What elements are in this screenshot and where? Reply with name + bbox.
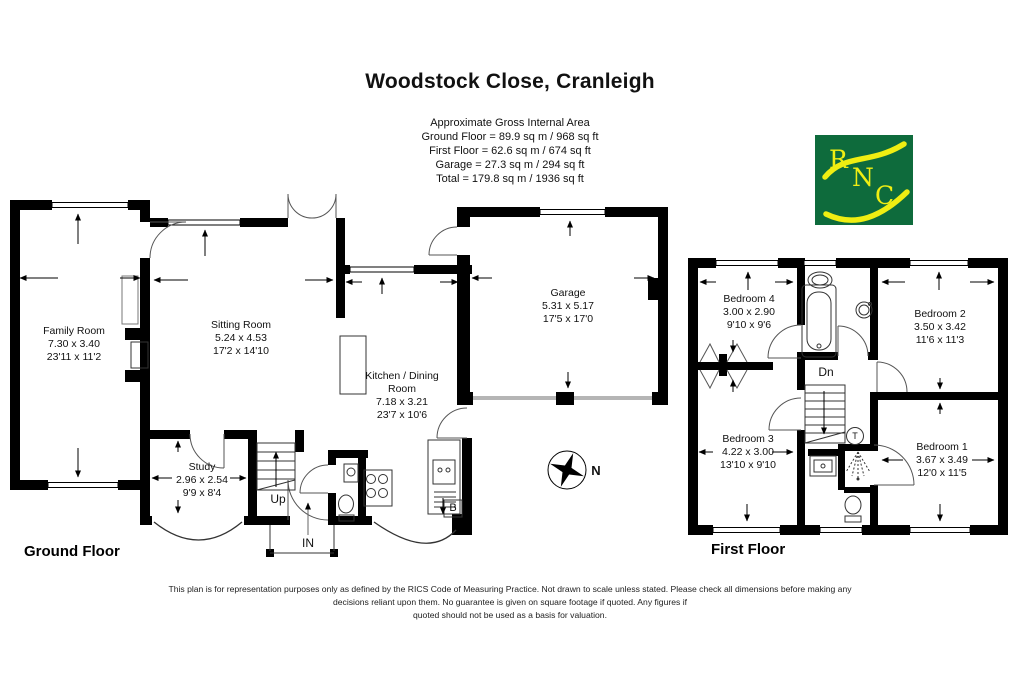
- area-ground-floor: Ground Floor = 89.9 sq m / 968 sq ft: [421, 131, 599, 143]
- room-label-bedroom3: Bedroom 3 4.22 x 3.00 13'10 x 9'10: [720, 433, 776, 471]
- compass-north-label: N: [591, 463, 601, 478]
- first-floor-fixtures: [802, 272, 872, 522]
- room-label-kitchen: Kitchen / Dining Room 7.18 x 3.21 23'7 x 10'6: [365, 370, 439, 421]
- entrance-in-label: IN: [302, 536, 314, 550]
- stairs-up-label: Up: [270, 492, 286, 506]
- round-basin-icon: [856, 302, 872, 318]
- page-title: Woodstock Close, Cranleigh: [365, 70, 655, 93]
- room-label-bedroom4: Bedroom 4 3.00 x 2.90 9'10 x 9'6: [723, 293, 775, 331]
- stairs-down-label: Dn: [818, 365, 834, 379]
- ground-floor-windows: [48, 203, 605, 488]
- bathroom-sink-icon: [808, 272, 832, 288]
- area-total: Total = 179.8 sq m / 1936 sq ft: [436, 173, 584, 185]
- disclaimer-text: This plan is for representation purposes only as defined by the RICS Code of Measuring Practice. Not drawn to scale unless stated. Please check all dimensions before making any decisions reliant upon them. No guarantee is given on square footage if quoted. Any figures if quoted should not be used as a basis for valuation.: [168, 584, 852, 620]
- area-heading: Approximate Gross Internal Area: [430, 117, 590, 129]
- landing-sink-icon: [810, 456, 836, 476]
- shower-icon: [846, 452, 870, 478]
- tank-label: T: [852, 431, 858, 441]
- room-label-sitting: Sitting Room 5.24 x 4.53 17'2 x 14'10: [210, 319, 272, 357]
- area-garage: Garage = 27.3 sq m / 294 sq ft: [435, 159, 585, 171]
- stove-icon: [364, 470, 392, 506]
- stairs-up: [257, 443, 295, 490]
- first-floor-label: First Floor: [711, 541, 786, 558]
- area-first-floor: First Floor = 62.6 sq m / 674 sq ft: [429, 145, 591, 157]
- compass-icon: [548, 451, 586, 489]
- toilet-icon: [845, 496, 861, 522]
- room-label-family: Family Room 7.30 x 3.40 23'11 x 11'2: [43, 325, 105, 363]
- bathtub-icon: [802, 285, 836, 357]
- room-label-study: Study 2.96 x 2.54 9'9 x 8'4: [176, 461, 228, 499]
- logo-letter-n: N: [852, 163, 874, 192]
- logo-letter-c: C: [875, 181, 895, 210]
- boiler-label: B: [449, 502, 457, 514]
- logo-letter-r: R: [829, 145, 848, 174]
- room-label-bedroom1: Bedroom 1 3.67 x 3.49 12'0 x 11'5: [916, 441, 968, 479]
- room-label-garage: Garage 5.31 x 5.17 17'5 x 17'0: [542, 287, 594, 325]
- ground-floor-label: Ground Floor: [24, 543, 120, 560]
- stairs-down: [805, 385, 845, 443]
- room-label-bedroom2: Bedroom 2 3.50 x 3.42 11'6 x 11'3: [914, 308, 966, 346]
